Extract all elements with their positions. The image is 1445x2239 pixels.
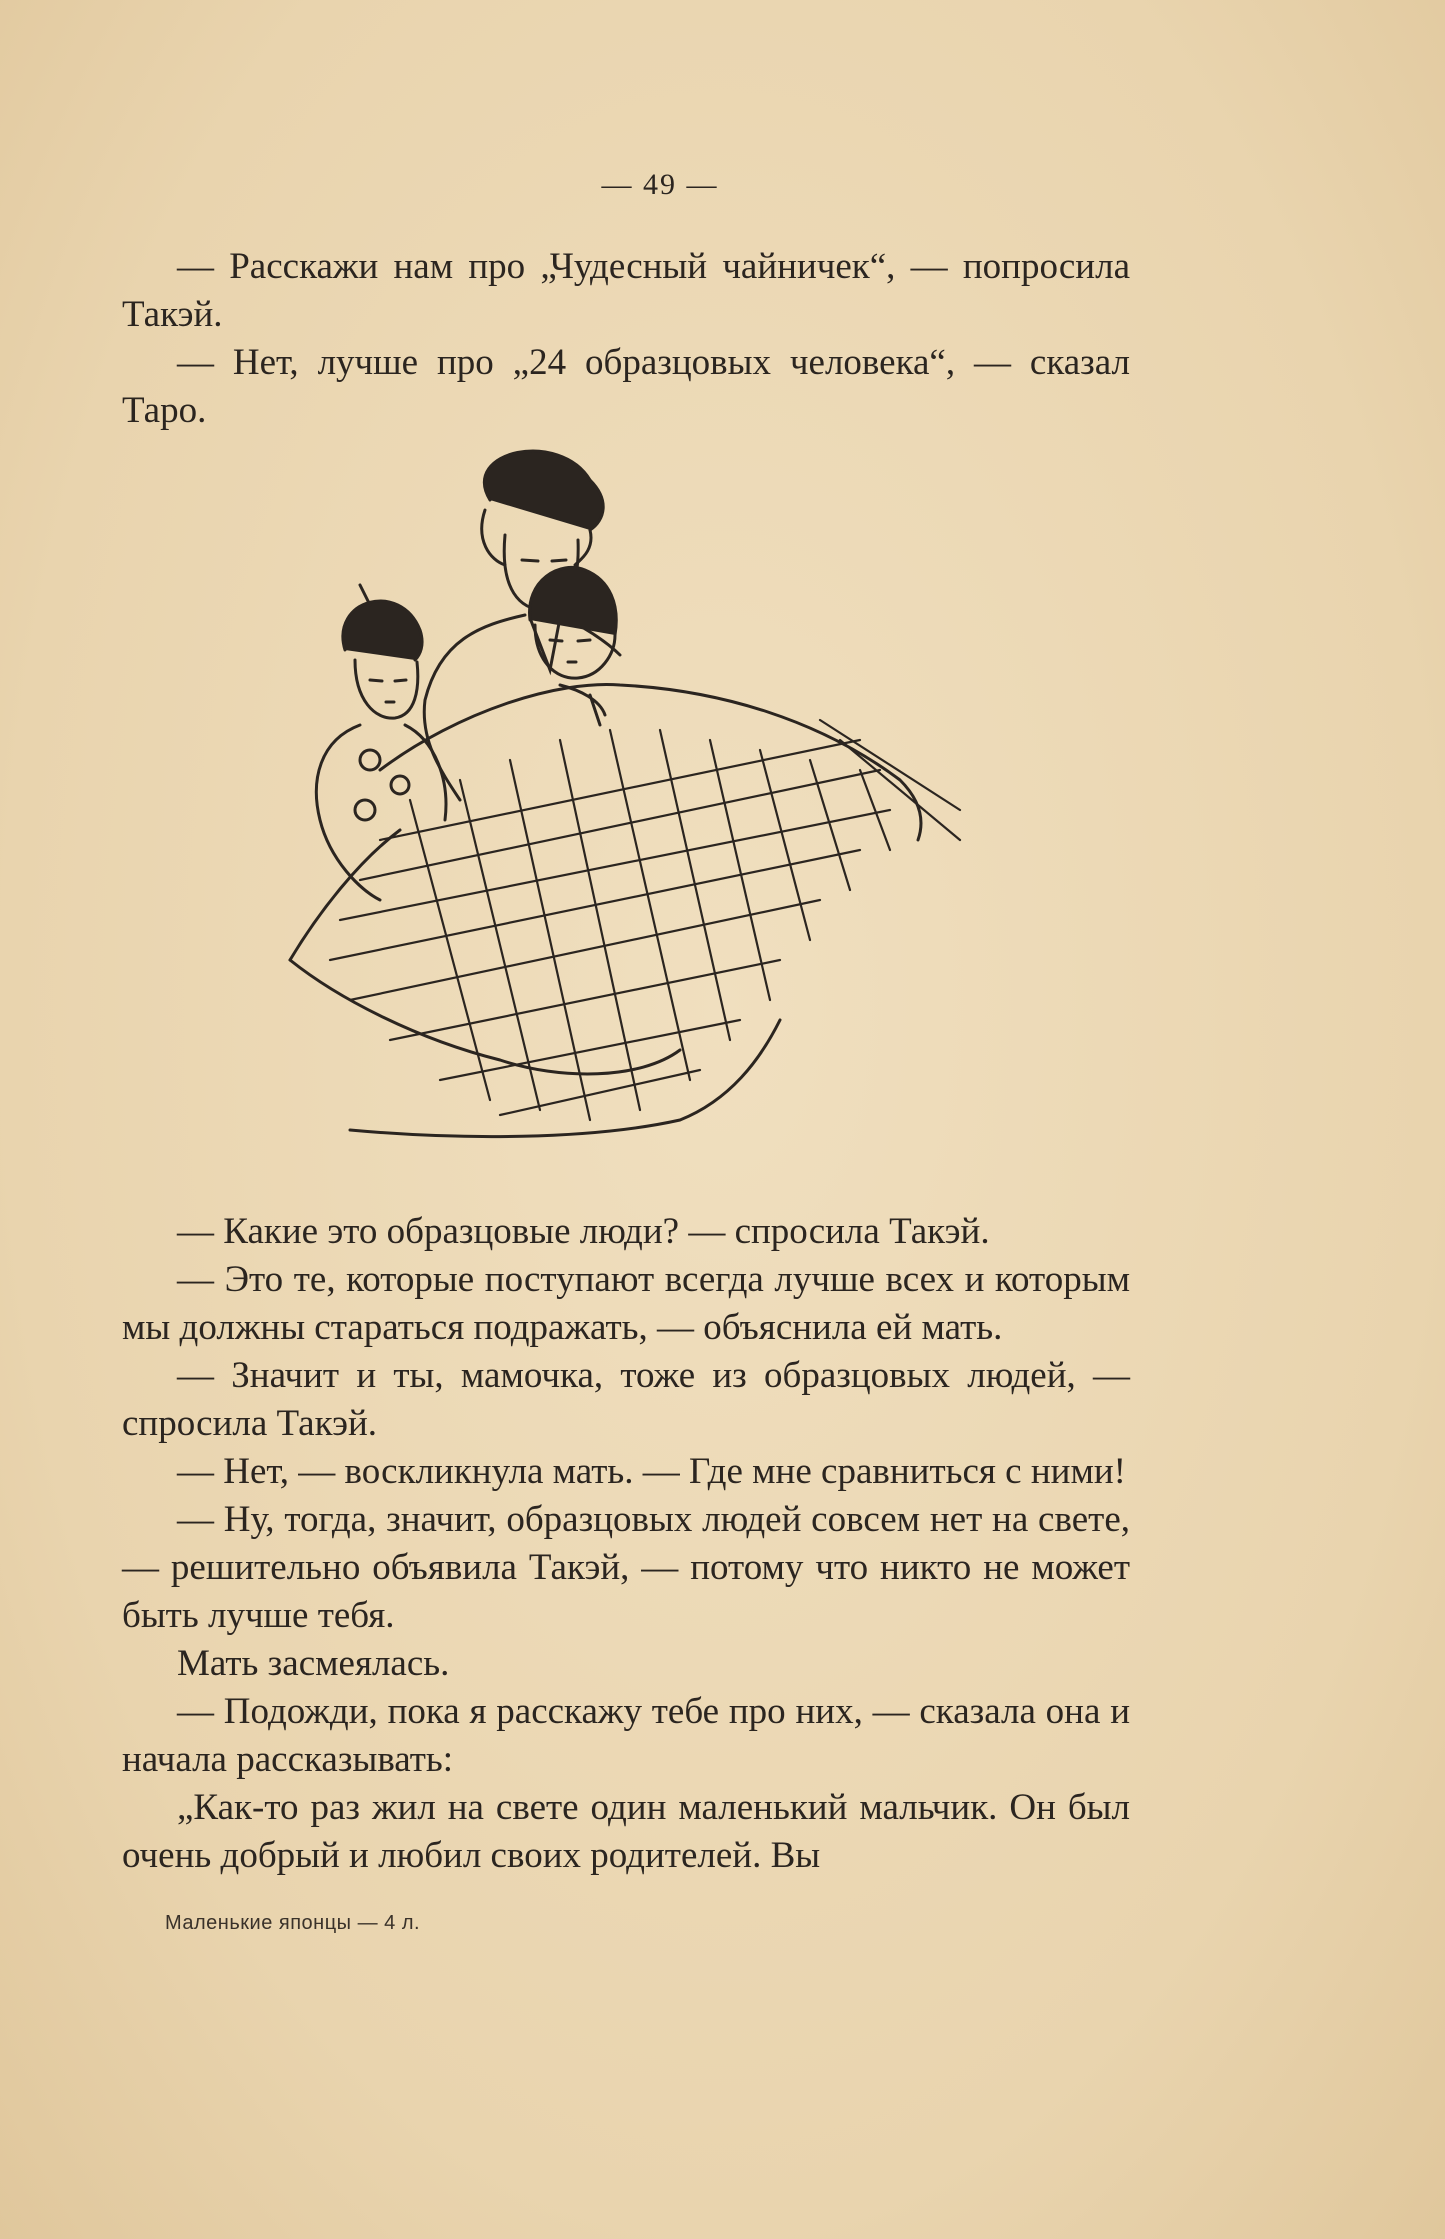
paragraph-10: „Как-то раз жил на свете один маленький мальчик. Он был очень добрый и любил своих родителей. Вы	[122, 1787, 1130, 1876]
paragraph-5: — Значит и ты, мамочка, тоже из образцовых людей, — спросила Такэй.	[122, 1355, 1130, 1444]
paragraph-6: — Нет, — воскликнула мать. — Где мне сравниться с ними!	[177, 1451, 1126, 1492]
paragraph-4: — Это те, которые поступают всегда лучше всех и которым мы должны стараться подражать, — объяснила ей мать.	[122, 1259, 1130, 1348]
top-text-block	[122, 243, 1130, 435]
bottom-text-block	[122, 1208, 1130, 1880]
paragraph-9: — Подожди, пока я расскажу тебе про них, — сказала она и начала рассказывать:	[122, 1691, 1130, 1780]
paragraph-1: — Расскажи нам про „Чудесный чайничек“, — попросила Такэй.	[122, 246, 1130, 335]
paragraph-7: — Ну, тогда, значит, образцовых людей совсем нет на свете, — решительно объявила Такэй, — потому что никто не может быть лучше тебя.	[122, 1499, 1130, 1636]
mother-and-children-illustration	[260, 440, 1040, 1160]
paragraph-2: — Нет, лучше про „24 образцовых человека“, — сказал Таро.	[122, 342, 1130, 431]
paragraph-8: Мать засмеялась.	[177, 1643, 450, 1684]
signature-footer: Маленькие японцы — 4 л.	[165, 1912, 421, 1934]
page-number: — 49 —	[601, 168, 719, 201]
paragraph-3: — Какие это образцовые люди? — спросила Такэй.	[177, 1211, 990, 1252]
